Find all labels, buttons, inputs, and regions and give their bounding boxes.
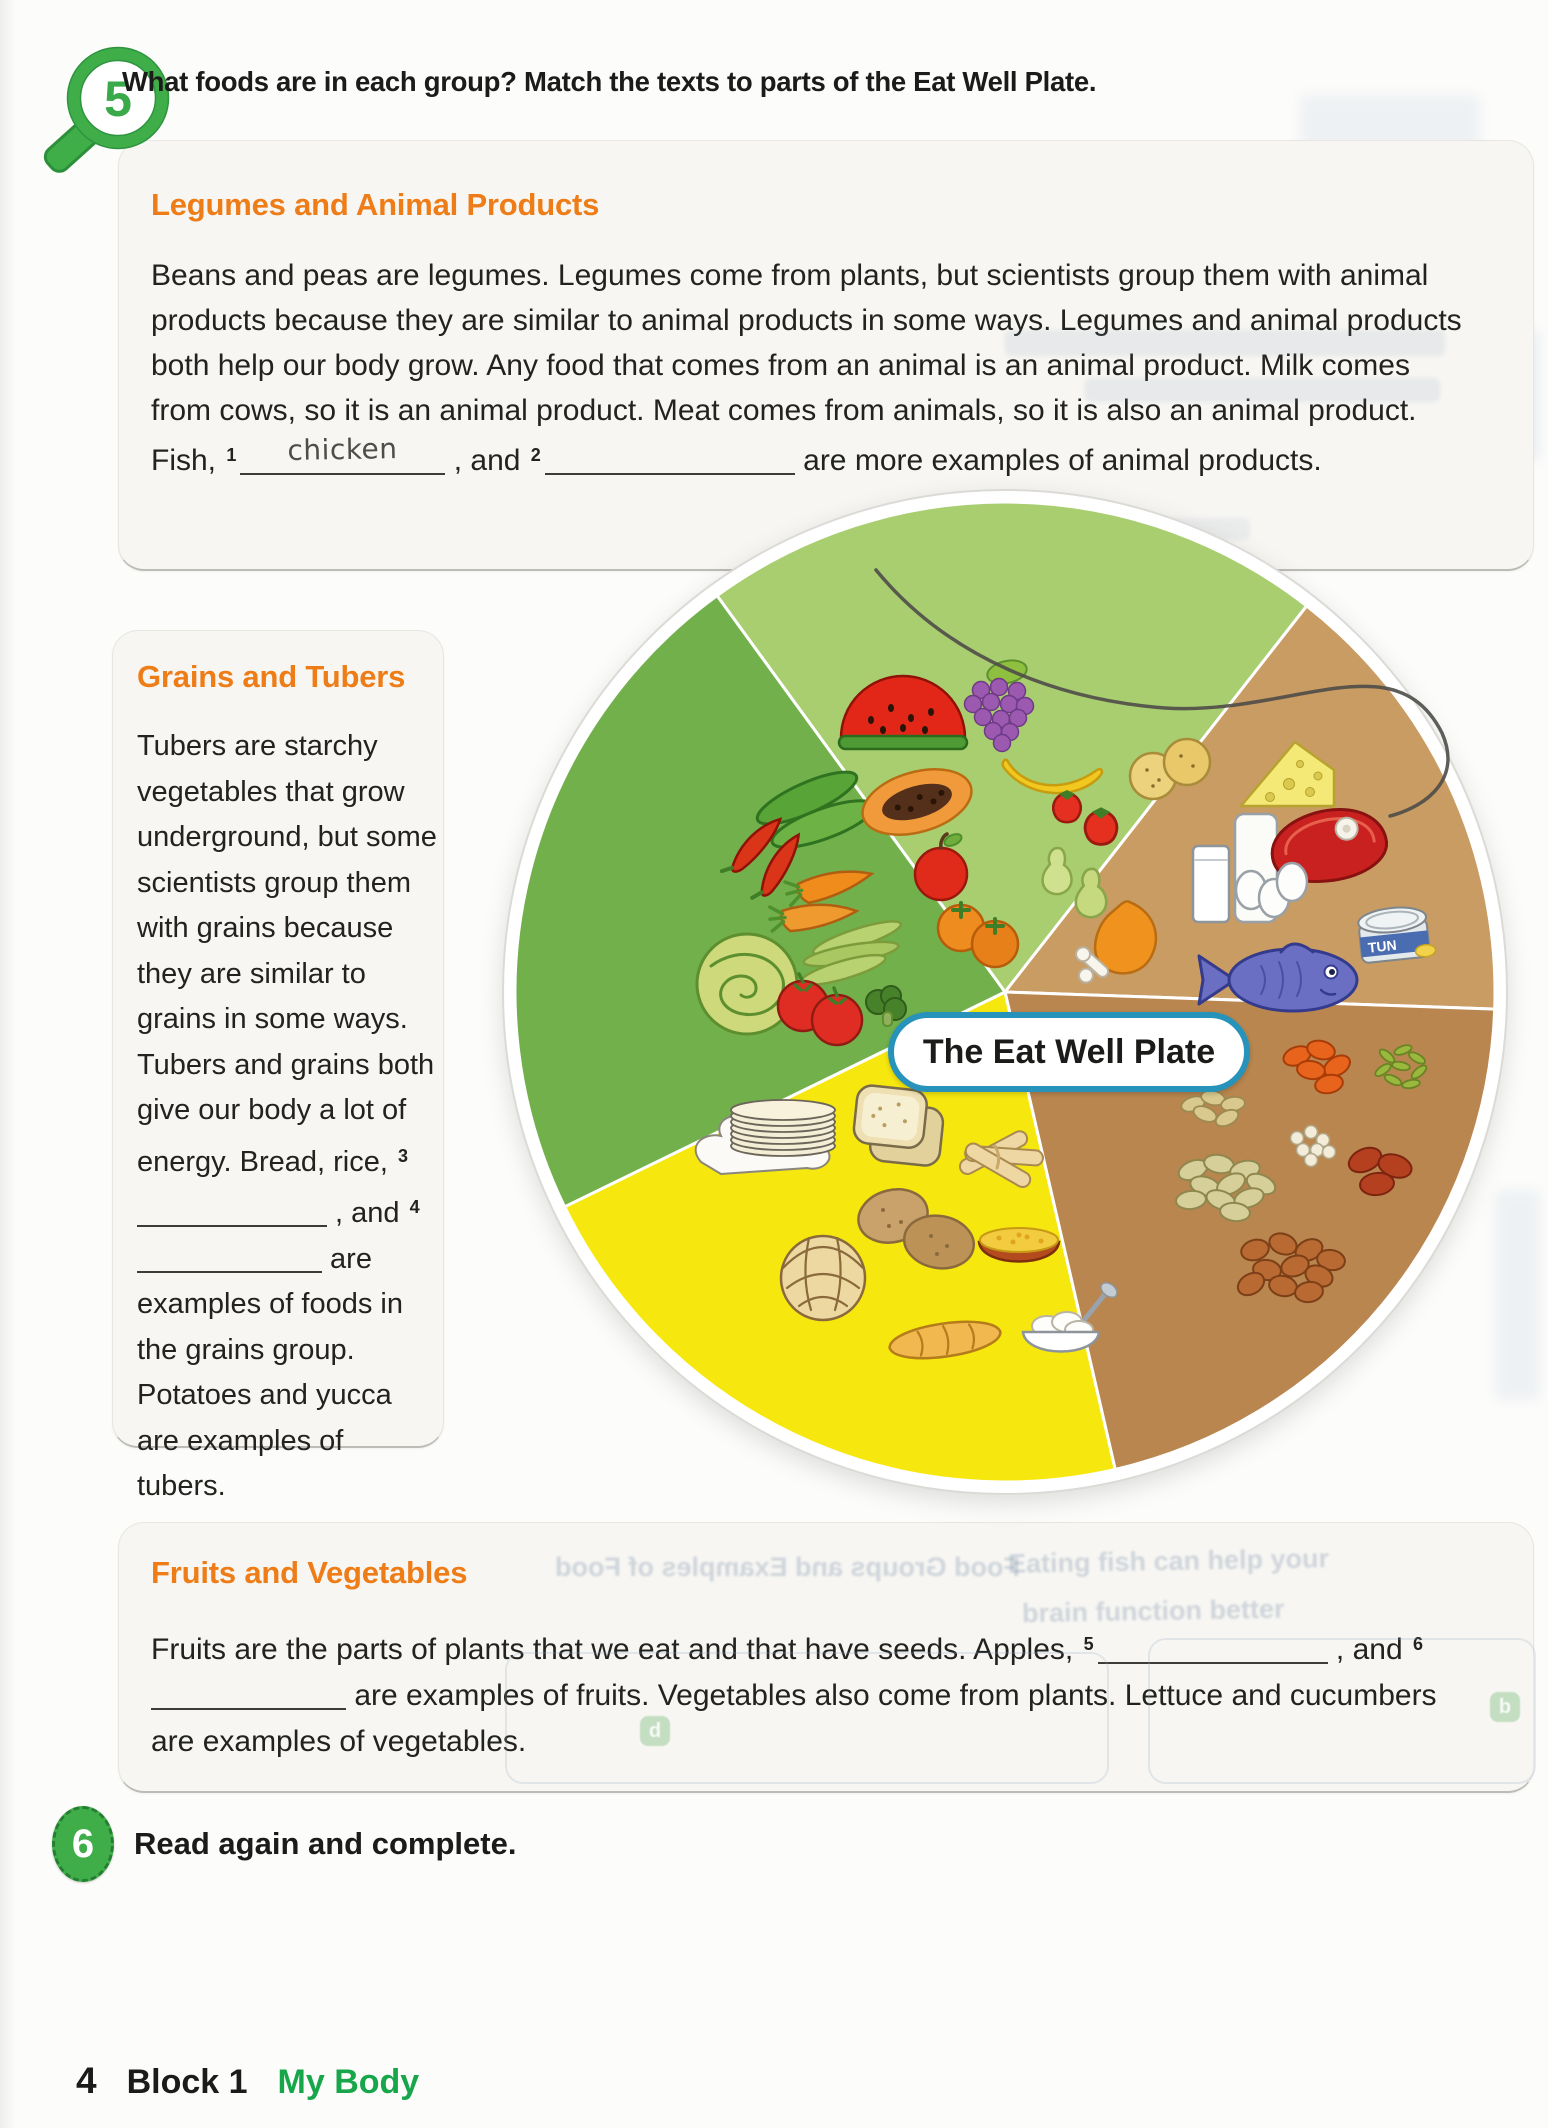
chapter-title: My Body: [277, 2063, 420, 2101]
eat-well-plate: [485, 472, 1525, 1512]
showthrough-letter-b: b: [1490, 1692, 1520, 1722]
exercise6-instruction: Read again and complete.: [134, 1826, 517, 1861]
food-tuna-can-icon: [1357, 904, 1436, 963]
handwritten-answer: chicken: [287, 432, 399, 467]
blank-number: 4: [409, 1197, 420, 1217]
plate-center-label: The Eat Well Plate: [888, 1012, 1250, 1092]
card-title: Legumes and Animal Products: [151, 187, 600, 222]
card-title: Grains and Tubers: [137, 659, 406, 694]
card-title: Fruits and Vegetables: [151, 1555, 468, 1590]
food-concha-icon: [781, 1236, 865, 1320]
card-fruits-vegetables[interactable]: [118, 1522, 1534, 1793]
exercise6-header: [52, 1806, 516, 1882]
showthrough-note-line1: Eating fish can help your: [1007, 1543, 1330, 1579]
blank-field[interactable]: [545, 441, 795, 475]
card-body-text: Fruits are the parts of plants that we eat and that have seeds. Apples, $^5$ , and $^6$ are examples of fruits. Vegetables also come from plants. Lettuce and cucumbers are examples of vegetables.: [151, 1621, 1451, 1765]
blank-field[interactable]: [137, 1193, 327, 1227]
blank-number: 6: [1412, 1634, 1423, 1654]
card-grains-tubers[interactable]: [112, 630, 444, 1502]
exercise5-instruction: What foods are in each group? Match the texts to parts of the Eat Well Plate.: [122, 66, 1097, 97]
tuna-can-label: TUN: [1367, 936, 1398, 956]
page-footer: [76, 2060, 419, 2102]
blank-field[interactable]: [240, 432, 445, 475]
exercise5-number: 5: [104, 71, 132, 127]
page-number: 4: [76, 2060, 97, 2101]
exercise6-badge: 6: [52, 1806, 114, 1882]
card-body-text: Beans and peas are legumes. Legumes come from plants, but scientists group them with animal products because they are similar to animal products in some ways. Legumes and animal products both help our body grow. Any food that comes from an animal is an animal product. Milk comes from cows, so it is an animal product. Meat comes from animals, so it is also an animal product. Fish, $^1$ chicken , and $^2$ are more examples of animal products.: [151, 259, 1462, 477]
card-body-text: Tubers are starchy vegetables that grow underground, but some scientists group them with grains because they are similar to grains in some ways. Tubers and grains both give our body a lot of energy. Bread, rice, $^3$ , and $^4$ are examples of foods in the grains group. Potatoes and yucca are examples of tubers.: [137, 730, 437, 1502]
blank-number: 1: [226, 445, 237, 465]
blank-field[interactable]: [137, 1239, 322, 1273]
showthrough-note-line2: brain function better: [1021, 1593, 1285, 1629]
blank-number: 2: [530, 445, 541, 465]
showthrough-mirrored-heading: Food Groups and Examples of Food: [555, 1552, 1021, 1582]
blank-number: 5: [1083, 1634, 1094, 1654]
exercise5-magnifier-badge: [40, 36, 172, 178]
page-gutter-shading: [0, 0, 16, 2128]
blank-field[interactable]: [1098, 1630, 1328, 1664]
block-label: Block 1: [126, 2063, 248, 2101]
blank-field[interactable]: [151, 1676, 346, 1710]
blank-number: 3: [397, 1145, 408, 1166]
showthrough-letter-d: d: [640, 1716, 670, 1746]
food-corn-bowl-icon: [979, 1228, 1059, 1262]
